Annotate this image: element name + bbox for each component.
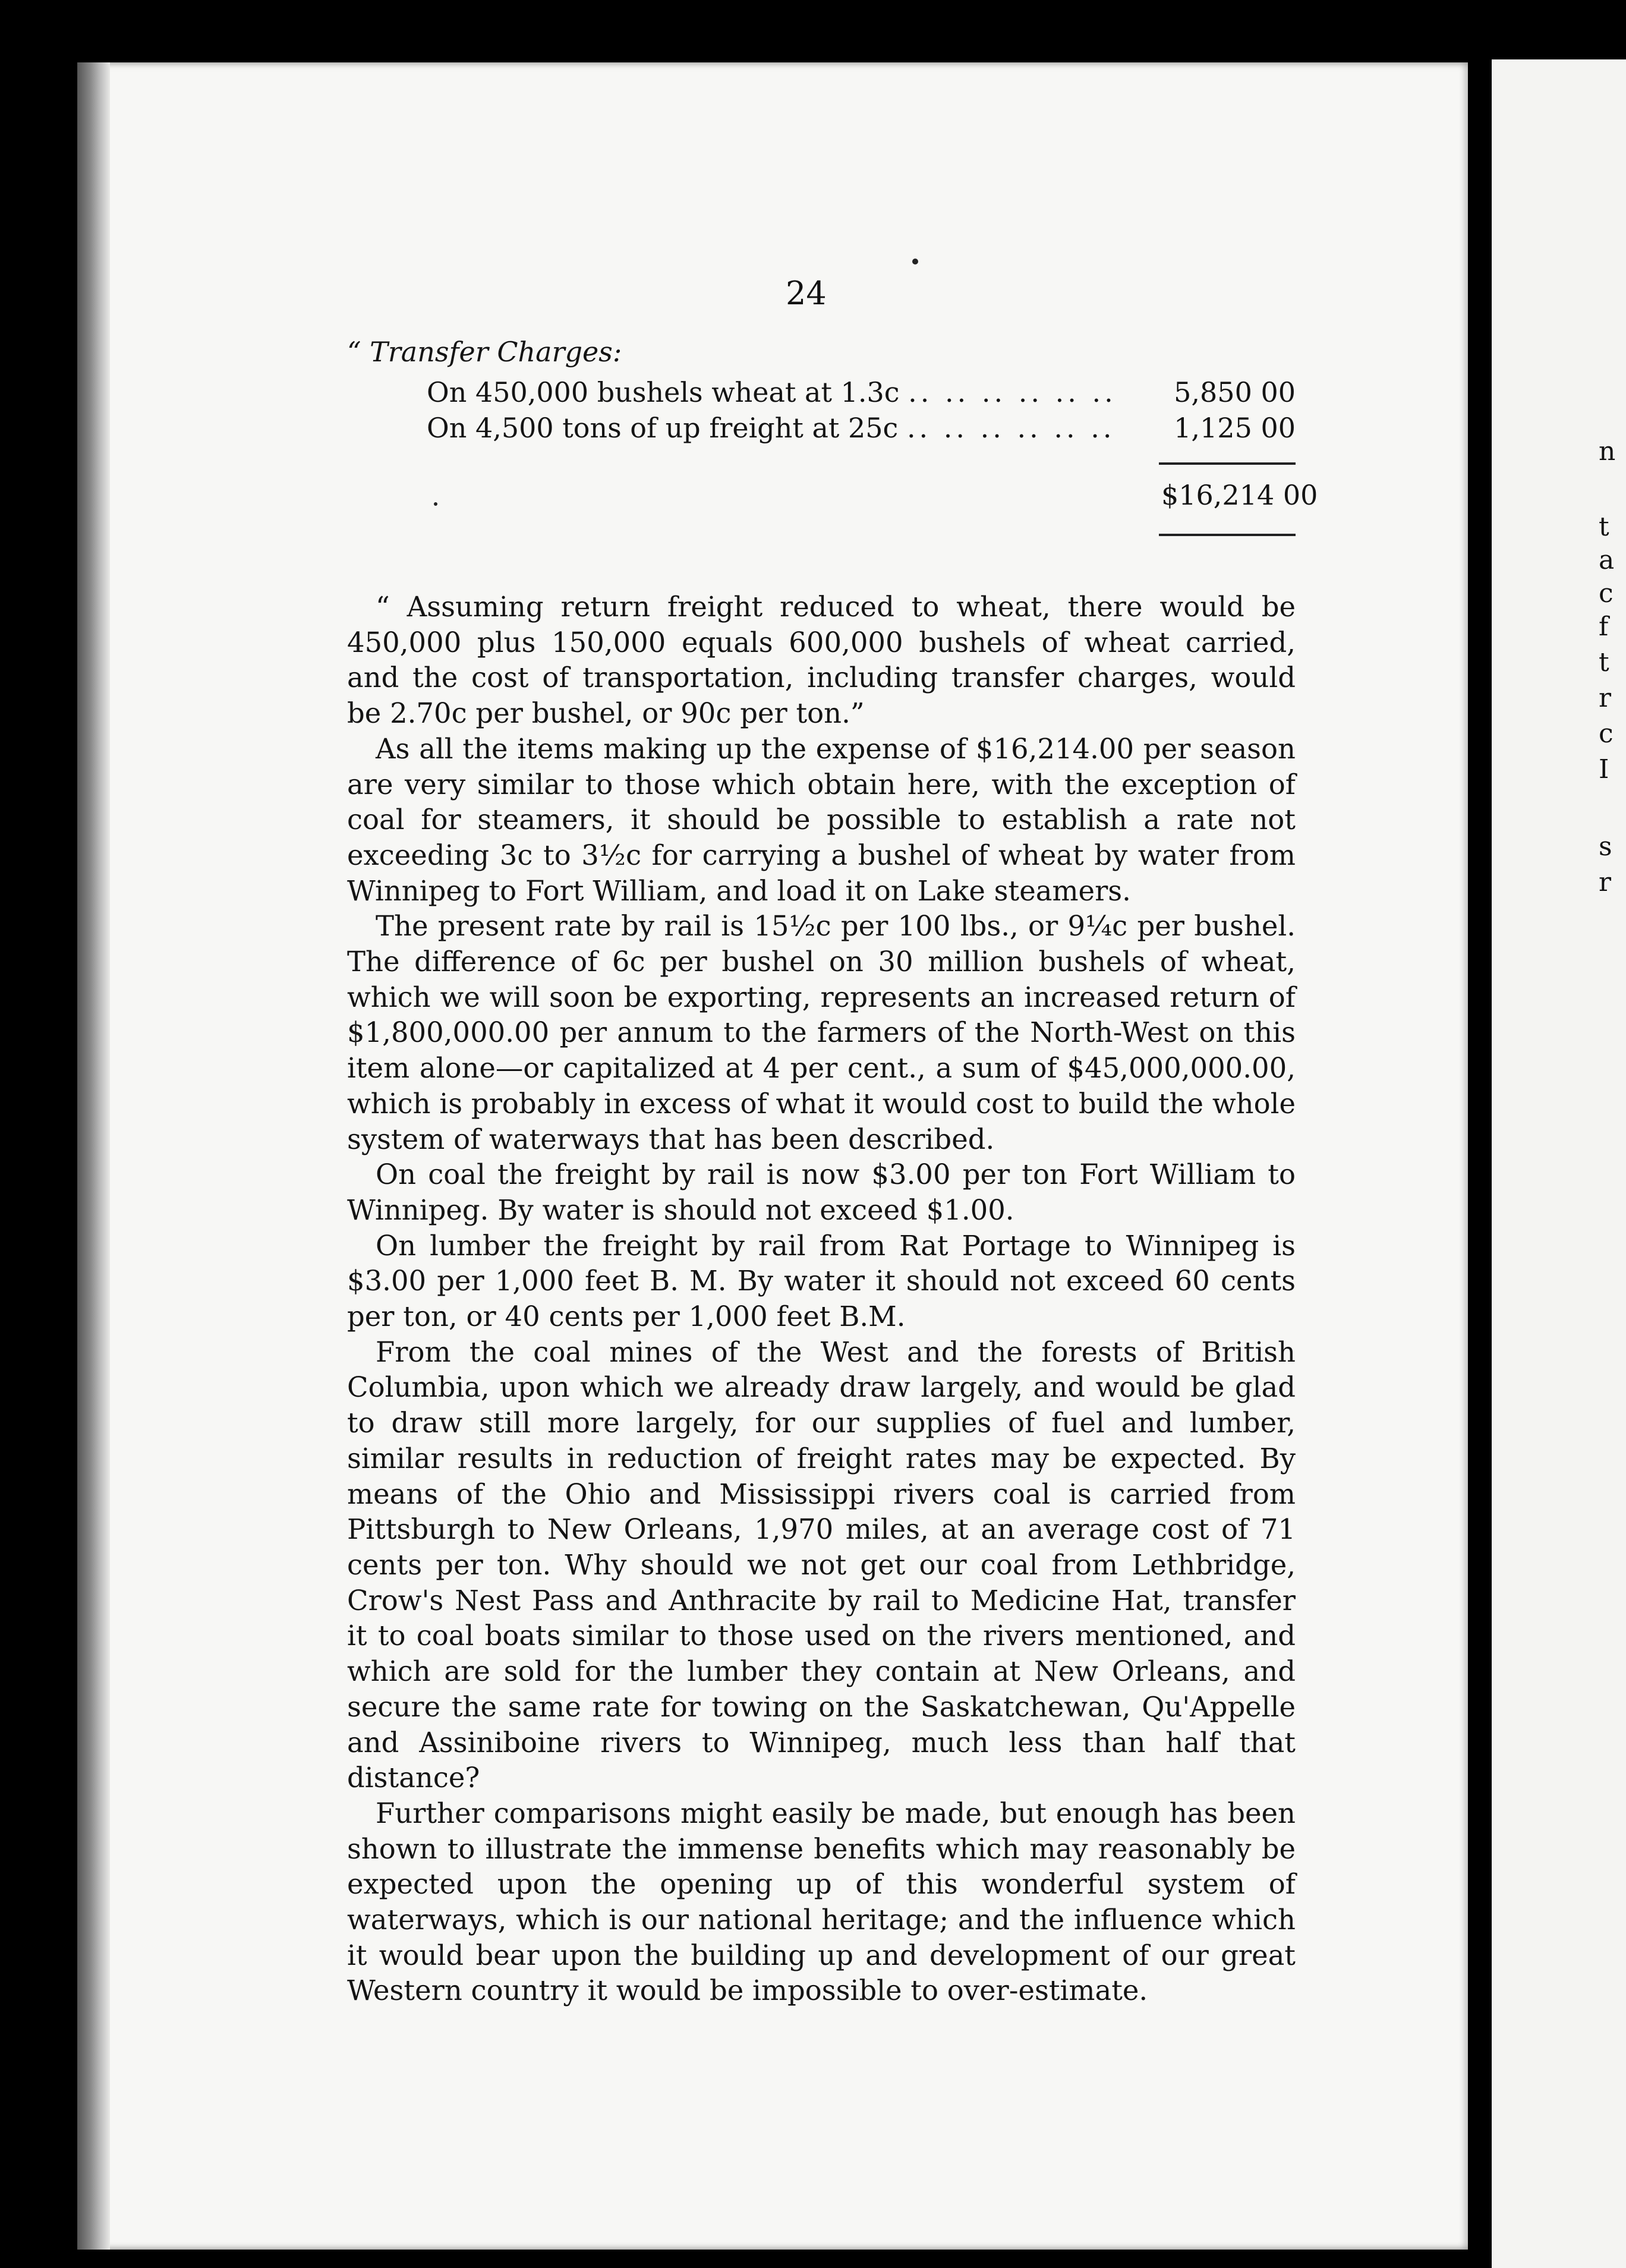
adjacent-page-fragment: c bbox=[1599, 719, 1614, 749]
adjacent-page-fragment: r bbox=[1599, 867, 1612, 897]
paragraph: Further comparisons might easily be made, but enough has been shown to illustrate the immense benefits which may reasonably be expected upon the opening up of this wonderful system of waterways, which is our national heritage; and the influence which it would bear upon the building up and development of our great Western country it would be impossible to over-estimate. bbox=[347, 1797, 1296, 2007]
adjacent-page-fragment: s bbox=[1599, 831, 1612, 862]
paragraph: As all the items making up the expense of $16,214.00 per season are very similar to those which obtain here, with the exception of coal for steamers, it should be possible to establish a rate not exceeding 3c to 3½c for carrying a bushel of wheat by water from Winnipeg to Fort William, and load it on Lake steamers. bbox=[347, 732, 1296, 907]
adjacent-page-fragment: t bbox=[1599, 647, 1609, 678]
adjacent-page-fragment: f bbox=[1599, 612, 1609, 642]
charge-row-wheat bbox=[427, 376, 1296, 408]
adjacent-page bbox=[1492, 59, 1626, 2268]
total-rule bbox=[1159, 534, 1296, 536]
page-number: 24 bbox=[786, 275, 827, 312]
transfer-charges-heading: “ Transfer Charges: bbox=[347, 336, 622, 368]
charge-label: On 450,000 bushels wheat at 1.3c bbox=[427, 376, 900, 408]
adjacent-page-fragment: c bbox=[1599, 578, 1614, 609]
page-binding-edge bbox=[77, 62, 110, 2250]
charge-amount: 1,125 00 bbox=[1174, 412, 1296, 444]
charges-total: $16,214 00 bbox=[1161, 479, 1318, 511]
paragraph: On lumber the freight by rail from Rat Portage to Winnipeg is $3.00 per 1,000 feet B. M. By water it should not exceed 60 cents per ton, or 40 cents per 1,000 feet B.M. bbox=[347, 1229, 1296, 1333]
charge-row-freight bbox=[427, 412, 1296, 444]
body-text bbox=[347, 590, 1296, 2009]
dot-leader: .. .. .. .. .. .. bbox=[906, 412, 1115, 444]
ink-speck bbox=[912, 259, 918, 264]
adjacent-page-fragment: t bbox=[1599, 512, 1609, 542]
adjacent-page-fragment: a bbox=[1599, 545, 1615, 575]
ink-speck bbox=[434, 502, 437, 506]
charge-amount: 5,850 00 bbox=[1174, 376, 1296, 408]
paragraph: The present rate by rail is 15½c per 100 lbs., or 9¼c per bushel. The difference of 6c per bushel on 30 million bushels of wheat, which we will soon be exporting, represents an increased return of $1,800,000.00 per annum to the farmers of the North-West on this item alone—or capitalized at 4 per cent., a sum of $45,000,000.00, which is probably in excess of what it would cost to build the whole system of waterways that has been described. bbox=[347, 910, 1296, 1155]
dot-leader: .. .. .. .. .. .. bbox=[908, 376, 1117, 408]
sum-rule bbox=[1159, 462, 1296, 465]
paragraph: On coal the freight by rail is now $3.00 per ton Fort William to Winnipeg. By water is should not exceed $1.00. bbox=[347, 1158, 1296, 1226]
paragraph: “ Assuming return freight reduced to wheat, there would be 450,000 plus 150,000 equals 600,000 bushels of wheat carried, and the cost of transportation, including transfer charges, would be 2.70c per bushel, or 90c per ton.” bbox=[347, 591, 1296, 730]
adjacent-page-fragment: n bbox=[1599, 436, 1616, 467]
adjacent-page-fragment: r bbox=[1599, 683, 1612, 713]
paragraph: From the coal mines of the West and the forests of British Columbia, upon which we already draw largely, and would be glad to draw still more largely, for our supplies of fuel and lumber, similar results in reduction of freight rates may be expected. By means of the Ohio and Mississippi rivers coal is carried from Pittsburgh to New Orleans, 1,970 miles, at an average cost of 71 cents per ton. Why should we not get our coal from Lethbridge, Crow's Nest Pass and Anthracite by rail to Medicine Hat, transfer it to coal boats similar to those used on the rivers mentioned, and which are sold for the lumber they contain at New Orleans, and secure the same rate for towing on the Saskatchewan, Qu'Appelle and Assiniboine rivers to Winnipeg, much less than half that distance? bbox=[347, 1335, 1296, 1794]
charge-label: On 4,500 tons of up freight at 25c bbox=[427, 412, 899, 444]
adjacent-page-fragment: I bbox=[1599, 754, 1609, 785]
